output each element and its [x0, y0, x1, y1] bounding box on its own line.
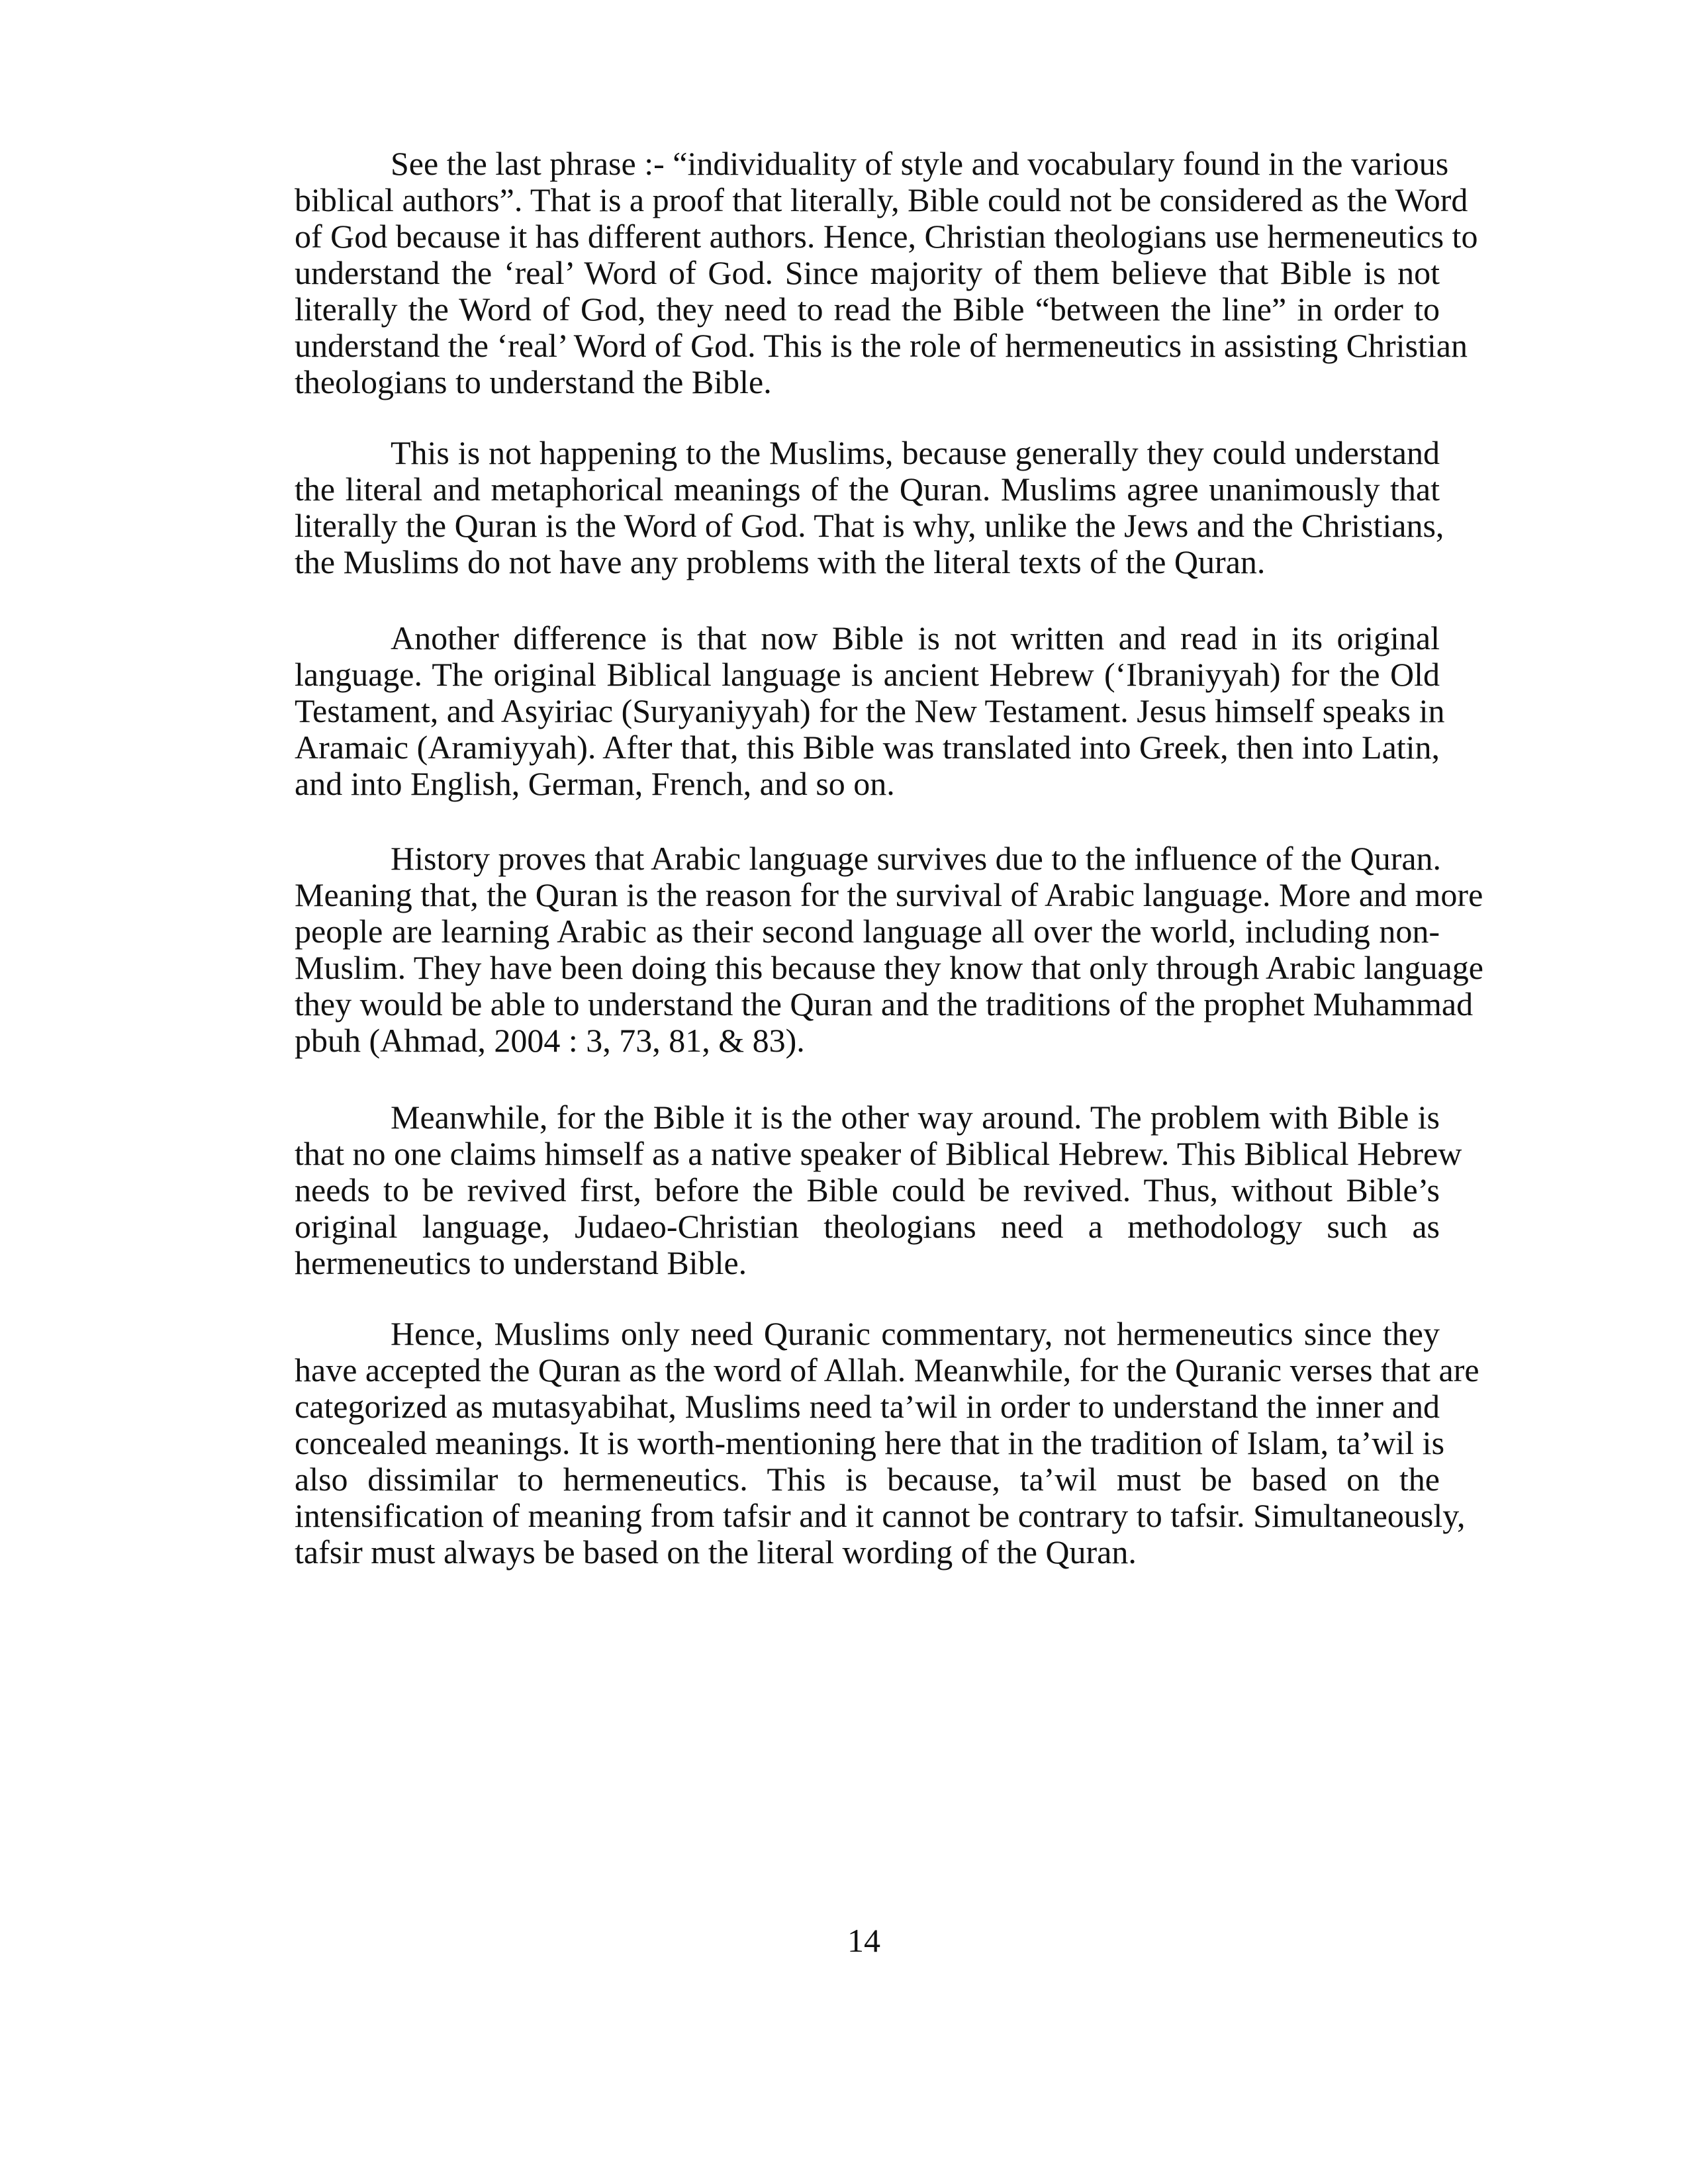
text-line: hermeneutics to understand Bible.	[295, 1244, 747, 1281]
paragraph	[295, 619, 1445, 802]
page-number: 14	[847, 1922, 880, 1959]
text-line: original language, Judaeo-Christian theologians need a methodology such as	[295, 1208, 1440, 1245]
text-line: See the last phrase :- “individuality of style and vocabulary found in the various	[391, 145, 1449, 182]
text-line: Meaning that, the Quran is the reason for the survival of Arabic language. More and more	[295, 876, 1483, 913]
text-line: Aramaic (Aramiyyah). After that, this Bible was translated into Greek, then into Latin,	[295, 729, 1440, 766]
paragraph	[295, 1315, 1479, 1570]
text-line: understand the ‘real’ Word of God. This is the role of hermeneutics in assisting Christian	[295, 327, 1468, 364]
text-line: theologians to understand the Bible.	[295, 363, 772, 400]
text-line: language. The original Biblical language is ancient Hebrew (‘Ibraniyyah) for the Old	[295, 656, 1440, 693]
text-line: literally the Quran is the Word of God. That is why, unlike the Jews and the Christians,	[295, 507, 1444, 544]
text-line: understand the ‘real’ Word of God. Since majority of them believe that Bible is not	[295, 254, 1440, 291]
text-line: needs to be revived first, before the Bible could be revived. Thus, without Bible’s	[295, 1171, 1440, 1208]
text-line: that no one claims himself as a native speaker of Biblical Hebrew. This Biblical Hebrew	[295, 1135, 1462, 1172]
text-line: Testament, and Asyiriac (Suryaniyyah) for the New Testament. Jesus himself speaks in	[295, 692, 1445, 729]
text-line: of God because it has different authors. Hence, Christian theologians use hermeneutics to	[295, 218, 1478, 255]
text-line: History proves that Arabic language survives due to the influence of the Quran.	[391, 840, 1442, 877]
text-line: Meanwhile, for the Bible it is the other way around. The problem with Bible is	[391, 1099, 1440, 1136]
text-line: and into English, German, French, and so on.	[295, 765, 895, 802]
text-line: concealed meanings. It is worth-mentioning here that in the tradition of Islam, ta’wil is	[295, 1424, 1445, 1461]
text-line: the Muslims do not have any problems with the literal texts of the Quran.	[295, 543, 1266, 580]
text-line: people are learning Arabic as their second language all over the world, including non-	[295, 913, 1440, 950]
text-line: pbuh (Ahmad, 2004 : 3, 73, 81, & 83).	[295, 1022, 805, 1059]
text-line: have accepted the Quran as the word of Allah. Meanwhile, for the Quranic verses that are	[295, 1351, 1479, 1388]
paragraph	[295, 434, 1444, 580]
text-line: tafsir must always be based on the literal wording of the Quran.	[295, 1533, 1137, 1570]
text-line: Another difference is that now Bible is not written and read in its original	[391, 619, 1440, 657]
text-line: also dissimilar to hermeneutics. This is because, ta’wil must be based on the	[295, 1461, 1440, 1498]
paragraph	[295, 1099, 1462, 1281]
text-line: they would be able to understand the Quran and the traditions of the prophet Muhammad	[295, 985, 1474, 1023]
text-line: biblical authors”. That is a proof that literally, Bible could not be considered as the Word	[295, 181, 1468, 218]
text-line: the literal and metaphorical meanings of the Quran. Muslims agree unanimously that	[295, 471, 1440, 508]
paragraph	[295, 840, 1483, 1059]
text-line: intensification of meaning from tafsir and it cannot be contrary to tafsir. Simultaneously,	[295, 1497, 1466, 1534]
text-line: Muslim. They have been doing this because they know that only through Arabic language	[295, 949, 1483, 986]
paragraph	[295, 145, 1478, 400]
text-line: This is not happening to the Muslims, because generally they could understand	[391, 434, 1440, 471]
text-line: Hence, Muslims only need Quranic commentary, not hermeneutics since they	[391, 1315, 1440, 1352]
text-line: categorized as mutasyabihat, Muslims need ta’wil in order to understand the inner and	[295, 1388, 1440, 1425]
text-line: literally the Word of God, they need to read the Bible “between the line” in order to	[295, 291, 1440, 328]
